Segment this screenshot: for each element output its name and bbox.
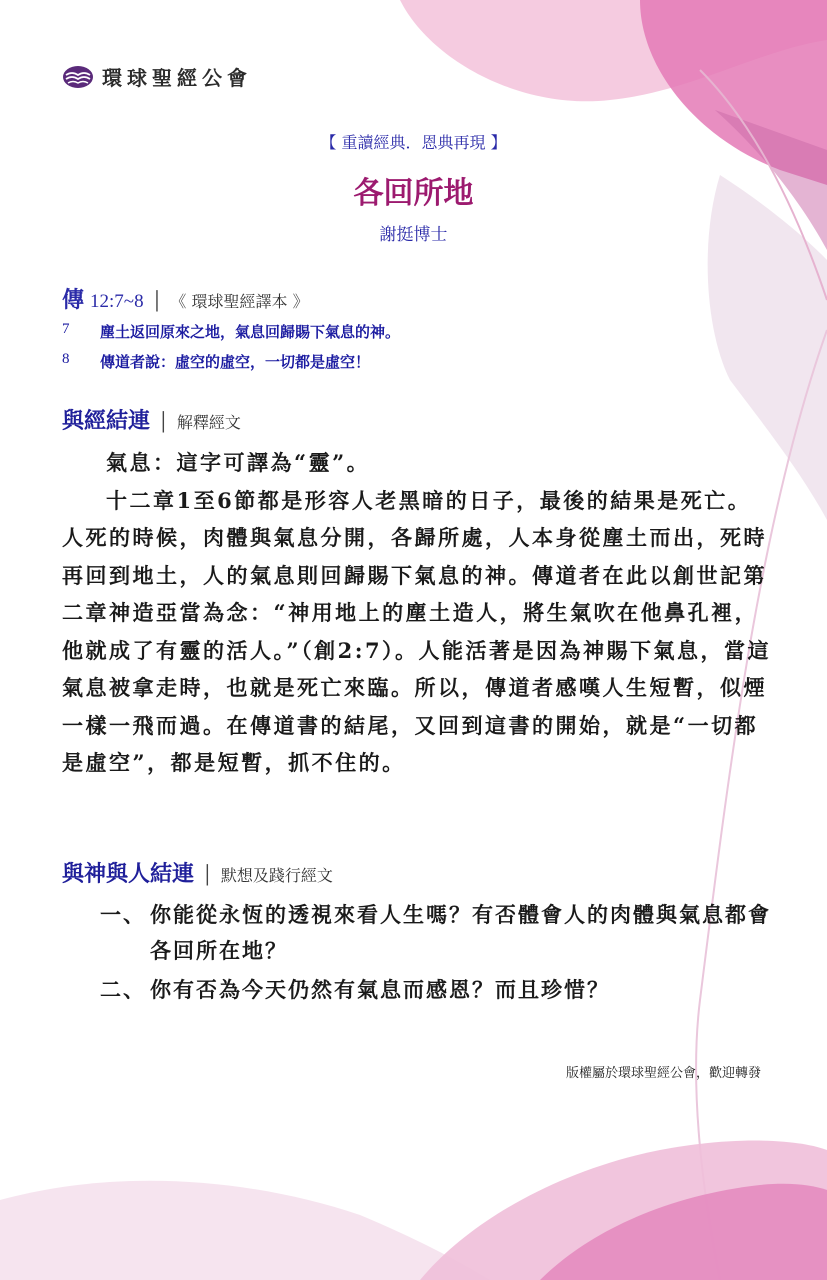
reference-version: 《 環球聖經譯本 》	[170, 292, 309, 311]
verse-number: 7	[62, 321, 70, 337]
question-text: 你有否為今天仍然有氣息而感恩？而且珍惜？	[150, 977, 610, 1002]
paragraph: 十二章1至6節都是形容人老黑暗的日子，最後的結果是死亡。人死的時候，肉體與氣息分開，各歸所處，人本身從塵土而出，死時再回到地土，人的氣息則回歸賜下氣息的神。傳道者在此以創世記第二章神造亞當為念：“神用地上的塵土造人，將生氣吹在他鼻孔裡，他就成了有靈的活人。”（創2:7）。人能活著是因為神賜下氣息，當這氣息被拿走時，也就是死亡來臨。所以，傳道者感嘆人生短暫，似煙一樣一飛而過。在傳道書的結尾，又回到這書的開始，就是“一切都是虛空”，都是短暫，抓不住的。	[62, 487, 772, 775]
section-subtitle: 默想及踐行經文	[220, 866, 333, 885]
copyright-notice: 版權屬於環球聖經公會，歡迎轉發	[565, 1066, 761, 1081]
divider-bar: │	[151, 291, 163, 312]
verse-number: 8	[62, 351, 70, 367]
reflection-question	[100, 972, 780, 1008]
section-heading-reflect	[62, 857, 333, 888]
question-text: 你能從永恆的透視來看人生嗎？有否體會人的肉體與氣息都會各回所在地？	[150, 902, 771, 963]
org-name: 環球聖經公會	[102, 66, 252, 90]
divider-bar: │	[202, 865, 213, 886]
question-number: 二、	[100, 977, 146, 1002]
paragraph: 氣息：這字可譯為“靈”。	[106, 450, 371, 475]
verse-line	[62, 351, 370, 372]
open-bible-icon	[62, 65, 94, 89]
question-number: 一、	[100, 902, 146, 927]
verse-text: 塵土返回原來之地，氣息回歸賜下氣息的神。	[100, 323, 401, 341]
scripture-reference	[62, 283, 309, 314]
section-subtitle: 解釋經文	[176, 413, 241, 432]
explanation-body	[62, 444, 772, 782]
verse-text: 傳道者說：虛空的虛空，一切都是虛空！	[100, 353, 371, 371]
section-title: 與神與人結連	[62, 861, 195, 887]
reference-chapter-verse: 12:7~8	[90, 291, 144, 312]
reflection-question	[100, 897, 780, 969]
verse-line	[62, 321, 400, 342]
org-logo	[62, 62, 252, 91]
section-heading-explain	[62, 404, 241, 435]
reference-book: 傳	[62, 287, 85, 313]
series-label: 【 重讀經典．恩典再現 】	[320, 133, 507, 152]
page-title: 各回所地	[353, 176, 474, 211]
author: 謝挺博士	[379, 225, 448, 245]
section-title: 與經結連	[62, 408, 151, 434]
divider-bar: │	[158, 412, 169, 433]
